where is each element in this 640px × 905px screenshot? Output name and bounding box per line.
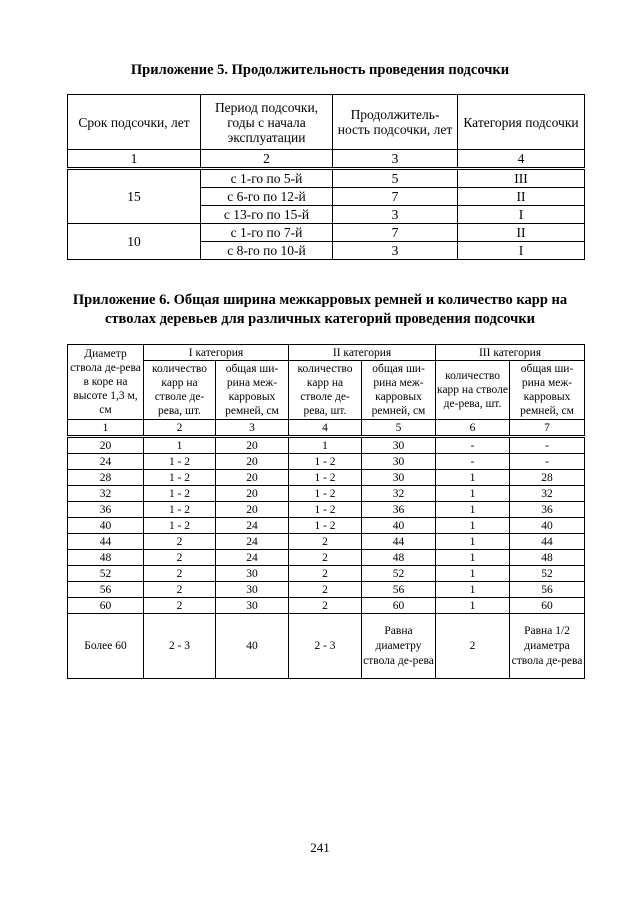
table-cell: 48 — [68, 550, 144, 566]
table-cell: 52 — [362, 566, 436, 582]
table-cell: 2 — [436, 614, 510, 679]
subheader-cell: количество карр на стволе де-рева, шт. — [436, 361, 510, 420]
table-cell: с 1-го по 5-й — [201, 169, 333, 188]
table-cell: 30 — [216, 582, 289, 598]
subheader-cell: общая ши-рина меж-карровых ремней, см — [216, 361, 289, 420]
table-cell: 2 - 3 — [289, 614, 362, 679]
table-subheader-row — [68, 361, 585, 420]
header-cell: Период подсочки, годы с начала эксплуатации — [201, 95, 333, 150]
table-row — [68, 550, 585, 566]
table-cell: 52 — [68, 566, 144, 582]
table-cell: с 13-го по 15-й — [201, 206, 333, 224]
table-header-row — [68, 345, 585, 361]
subheader-cell: общая ши-рина меж-карровых ремней, см — [510, 361, 585, 420]
table-cell: с 1-го по 7-й — [201, 224, 333, 242]
column-number: 2 — [144, 420, 216, 437]
table-cell: 3 — [333, 206, 458, 224]
table-cell: 1 - 2 — [144, 470, 216, 486]
table-cell: I — [458, 206, 585, 224]
appendix5-title: Приложение 5. Продолжительность проведения подсочки — [130, 62, 510, 78]
table-cell: Равна 1/2 диаметра ствола де-рева — [510, 614, 585, 679]
page-number: 241 — [310, 840, 330, 855]
table-cell: 40 — [362, 518, 436, 534]
column-number: 7 — [510, 420, 585, 437]
table-row — [68, 518, 585, 534]
table-cell: 24 — [68, 454, 144, 470]
table-cell: 40 — [510, 518, 585, 534]
table-cell: 20 — [216, 486, 289, 502]
table-cell: 40 — [216, 614, 289, 679]
table-cell: II — [458, 188, 585, 206]
diameter-header: Диаметр ствола де-рева в коре на высоте 1,3 м, см — [68, 345, 144, 420]
table-cell: 24 — [216, 518, 289, 534]
subheader-cell: количество карр на стволе де-рева, шт. — [144, 361, 216, 420]
table-cell: 2 — [289, 566, 362, 582]
term-cell: 10 — [68, 224, 201, 260]
column-number: 3 — [333, 150, 458, 169]
table-cell: 60 — [510, 598, 585, 614]
table-cell: 1 — [436, 582, 510, 598]
table-cell: 20 — [68, 437, 144, 454]
table-cell: 48 — [510, 550, 585, 566]
table-cell: 2 — [144, 598, 216, 614]
column-number: 1 — [68, 150, 201, 169]
appendix6-title-line2: стволах деревьев для различных категорий проведения подсочки — [104, 311, 536, 327]
table-cell: 1 — [436, 518, 510, 534]
table-cell: 1 - 2 — [144, 502, 216, 518]
table-cell: 2 — [289, 534, 362, 550]
appendix5-table — [67, 94, 585, 260]
table-cell: 20 — [216, 437, 289, 454]
column-number: 2 — [201, 150, 333, 169]
table-cell: с 8-го по 10-й — [201, 242, 333, 260]
table-row — [68, 566, 585, 582]
table-cell: 1 — [436, 550, 510, 566]
table-cell: 1 — [144, 437, 216, 454]
table-cell: 24 — [216, 534, 289, 550]
table-cell: 2 — [144, 534, 216, 550]
subheader-cell: количество карр на стволе де-рева, шт. — [289, 361, 362, 420]
table-cell: 30 — [362, 437, 436, 454]
table-cell: 32 — [362, 486, 436, 502]
table-cell: 30 — [216, 566, 289, 582]
table-cell: 1 — [436, 486, 510, 502]
table-cell: 1 — [289, 437, 362, 454]
table-row — [68, 454, 585, 470]
table-cell: - — [436, 454, 510, 470]
table-cell: 24 — [216, 550, 289, 566]
table-cell: 32 — [68, 486, 144, 502]
table-row — [68, 534, 585, 550]
table-cell: 2 — [289, 582, 362, 598]
table-cell: 1 - 2 — [144, 454, 216, 470]
table-cell: 1 - 2 — [289, 518, 362, 534]
table-cell: 28 — [68, 470, 144, 486]
table-cell: 1 — [436, 566, 510, 582]
table-cell: 44 — [510, 534, 585, 550]
category-header: II категория — [289, 345, 436, 361]
column-number: 1 — [68, 420, 144, 437]
table-cell: 5 — [333, 169, 458, 188]
header-cell: Категория подсочки — [458, 95, 585, 150]
table-row — [68, 437, 585, 454]
table-cell: I — [458, 242, 585, 260]
table-cell: 30 — [362, 470, 436, 486]
header-cell: Продолжитель-ность подсочки, лет — [333, 95, 458, 150]
appendix6-title-line1: Приложение 6. Общая ширина межкарровых ремней и количество карр на — [72, 292, 568, 308]
table-row — [68, 169, 585, 188]
table-cell: 36 — [362, 502, 436, 518]
table-cell: 20 — [216, 454, 289, 470]
table-cell: 7 — [333, 224, 458, 242]
table-cell: 56 — [68, 582, 144, 598]
table-cell: - — [436, 437, 510, 454]
table-cell: 56 — [362, 582, 436, 598]
table-cell: 48 — [362, 550, 436, 566]
column-number: 3 — [216, 420, 289, 437]
table-cell: 1 — [436, 598, 510, 614]
table-cell: 2 - 3 — [144, 614, 216, 679]
table-cell: 56 — [510, 582, 585, 598]
column-numbers-row — [68, 420, 585, 437]
subheader-cell: общая ши-рина меж-карровых ремней, см — [362, 361, 436, 420]
header-cell: Срок подсочки, лет — [68, 95, 201, 150]
table-cell: - — [510, 437, 585, 454]
appendix6-table — [67, 344, 585, 679]
table-header-row — [68, 95, 585, 150]
column-number: 6 — [436, 420, 510, 437]
table-cell: 3 — [333, 242, 458, 260]
table-cell: 1 — [436, 470, 510, 486]
table-cell: 1 - 2 — [144, 518, 216, 534]
table-cell: 20 — [216, 502, 289, 518]
table-row-over-60 — [68, 614, 585, 679]
table-cell: 44 — [68, 534, 144, 550]
table-cell: 30 — [362, 454, 436, 470]
table-row — [68, 582, 585, 598]
table-cell: 2 — [144, 582, 216, 598]
table-cell: 1 - 2 — [289, 454, 362, 470]
table-cell: 1 - 2 — [289, 470, 362, 486]
table-cell: 1 - 2 — [144, 486, 216, 502]
table-row — [68, 486, 585, 502]
column-number: 4 — [289, 420, 362, 437]
column-number: 4 — [458, 150, 585, 169]
table-cell: 1 - 2 — [289, 502, 362, 518]
table-cell: 36 — [510, 502, 585, 518]
table-cell: 2 — [144, 566, 216, 582]
category-header: I категория — [144, 345, 289, 361]
table-cell: III — [458, 169, 585, 188]
table-cell: 7 — [333, 188, 458, 206]
column-number: 5 — [362, 420, 436, 437]
appendix6-data-rows — [68, 437, 585, 614]
table-cell: 2 — [289, 598, 362, 614]
table-cell: - — [510, 454, 585, 470]
term-cell: 15 — [68, 169, 201, 224]
table-cell: 2 — [289, 550, 362, 566]
table-cell: 60 — [68, 598, 144, 614]
category-header: III категория — [436, 345, 585, 361]
table-cell: 28 — [510, 470, 585, 486]
table-cell: 36 — [68, 502, 144, 518]
table-cell: 1 — [436, 534, 510, 550]
table-cell: Более 60 — [68, 614, 144, 679]
table-cell: 30 — [216, 598, 289, 614]
table-row — [68, 502, 585, 518]
table-cell: 2 — [144, 550, 216, 566]
table-row — [68, 470, 585, 486]
column-numbers-row — [68, 150, 585, 169]
table-cell: Равна диаметру ствола де-рева — [362, 614, 436, 679]
table-cell: 1 - 2 — [289, 486, 362, 502]
table-row — [68, 598, 585, 614]
table-cell: с 6-го по 12-й — [201, 188, 333, 206]
table-cell: 20 — [216, 470, 289, 486]
table-cell: 32 — [510, 486, 585, 502]
table-cell: 1 — [436, 502, 510, 518]
table-cell: II — [458, 224, 585, 242]
table-cell: 40 — [68, 518, 144, 534]
table-cell: 44 — [362, 534, 436, 550]
table-cell: 52 — [510, 566, 585, 582]
table-row — [68, 224, 585, 242]
table-cell: 60 — [362, 598, 436, 614]
